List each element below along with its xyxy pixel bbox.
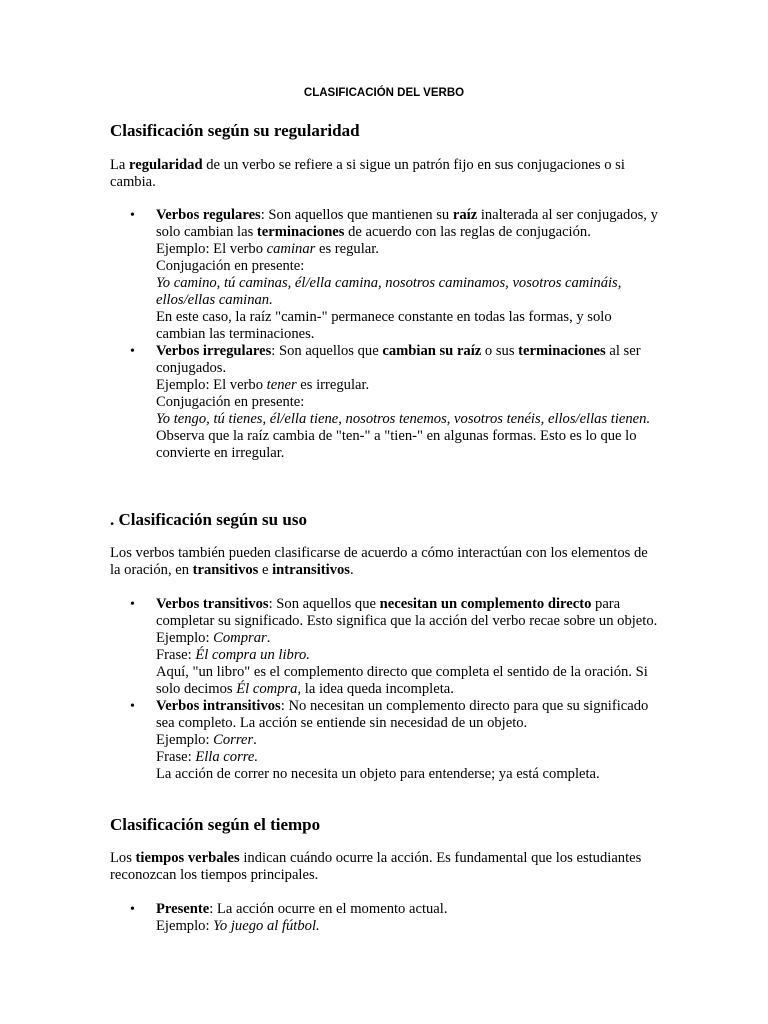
bullet-icon: • — [130, 597, 135, 612]
list-item-verbos-intransitivos: • Verbos intransitivos: No necesitan un complemento directo para que su significado sea completo. La acción se entiende sin necesidad de un objeto. Ejemplo: Correr. Frase: Ella corre. La acción de correr no necesita un objeto para entenderse; ya está completa. — [130, 698, 649, 782]
list-tiempo — [110, 901, 658, 935]
paragraph-tiempo-intro: Los tiempos verbales indican cuándo ocurre la acción. Es fundamental que los estudiantes reconozcan los tiempos principales. — [110, 850, 642, 883]
list-item-presente: • Presente: La acción ocurre en el momento actual. Ejemplo: Yo juego al fútbol. — [130, 901, 448, 934]
bullet-icon: • — [130, 902, 135, 917]
paragraph-uso-intro: Los verbos también pueden clasificarse de acuerdo a cómo interactúan con los elementos de la oración, en transitivos e intransitivos. — [110, 545, 648, 578]
document-title: CLASIFICACIÓN DEL VERBO — [303, 87, 465, 99]
section-heading-uso: . Clasificación según su uso — [110, 510, 307, 529]
paragraph-regularidad-intro: La regularidad de un verbo se refiere a si sigue un patrón fijo en sus conjugaciones o si cambia. — [110, 157, 625, 190]
list-regularidad — [110, 207, 658, 462]
section-heading-regularidad: Clasificación según su regularidad — [110, 121, 360, 140]
list-item-verbos-regulares: • Verbos regulares: Son aquellos que mantienen su raíz inalterada al ser conjugados, y solo cambian las terminaciones de acuerdo con las reglas de conjugación. Ejemplo: El verbo caminar es regular. Conjugación en presente: Yo camino, tú caminas, él/ella camina, nosotros caminamos, vosotros camináis, ellos/ellas caminan. En este caso, la raíz "camin-" permanece constante en todas las formas, y solo cambian las terminaciones. — [130, 207, 658, 342]
bullet-icon: • — [130, 208, 135, 223]
section-heading-tiempo: Clasificación según el tiempo — [110, 815, 321, 834]
bullet-icon: • — [130, 699, 135, 714]
bullet-icon: • — [130, 344, 135, 359]
list-item-verbos-transitivos: • Verbos transitivos: Son aquellos que necesitan un complemento directo para completar su significado. Esto significa que la acción del verbo recae sobre un objeto. Ejemplo: Comprar. Frase: Él compra un libro. Aquí, "un libro" es el complemento directo que completa el sentido de la oración. Si solo decimos Él compra, la idea queda incompleta. — [130, 596, 658, 697]
list-item-verbos-irregulares: • Verbos irregulares: Son aquellos que cambian su raíz o sus terminaciones al ser conjugados. Ejemplo: El verbo tener es irregular. Conjugación en presente: Yo tengo, tú tienes, él/ella tiene, nosotros tenemos, vosotros tenéis, ellos/ellas tienen. Observa que la raíz cambia de "ten-" a "tien-" en algunas formas. Esto es lo que lo convierte en irregular. — [130, 343, 651, 461]
list-uso — [110, 596, 658, 783]
